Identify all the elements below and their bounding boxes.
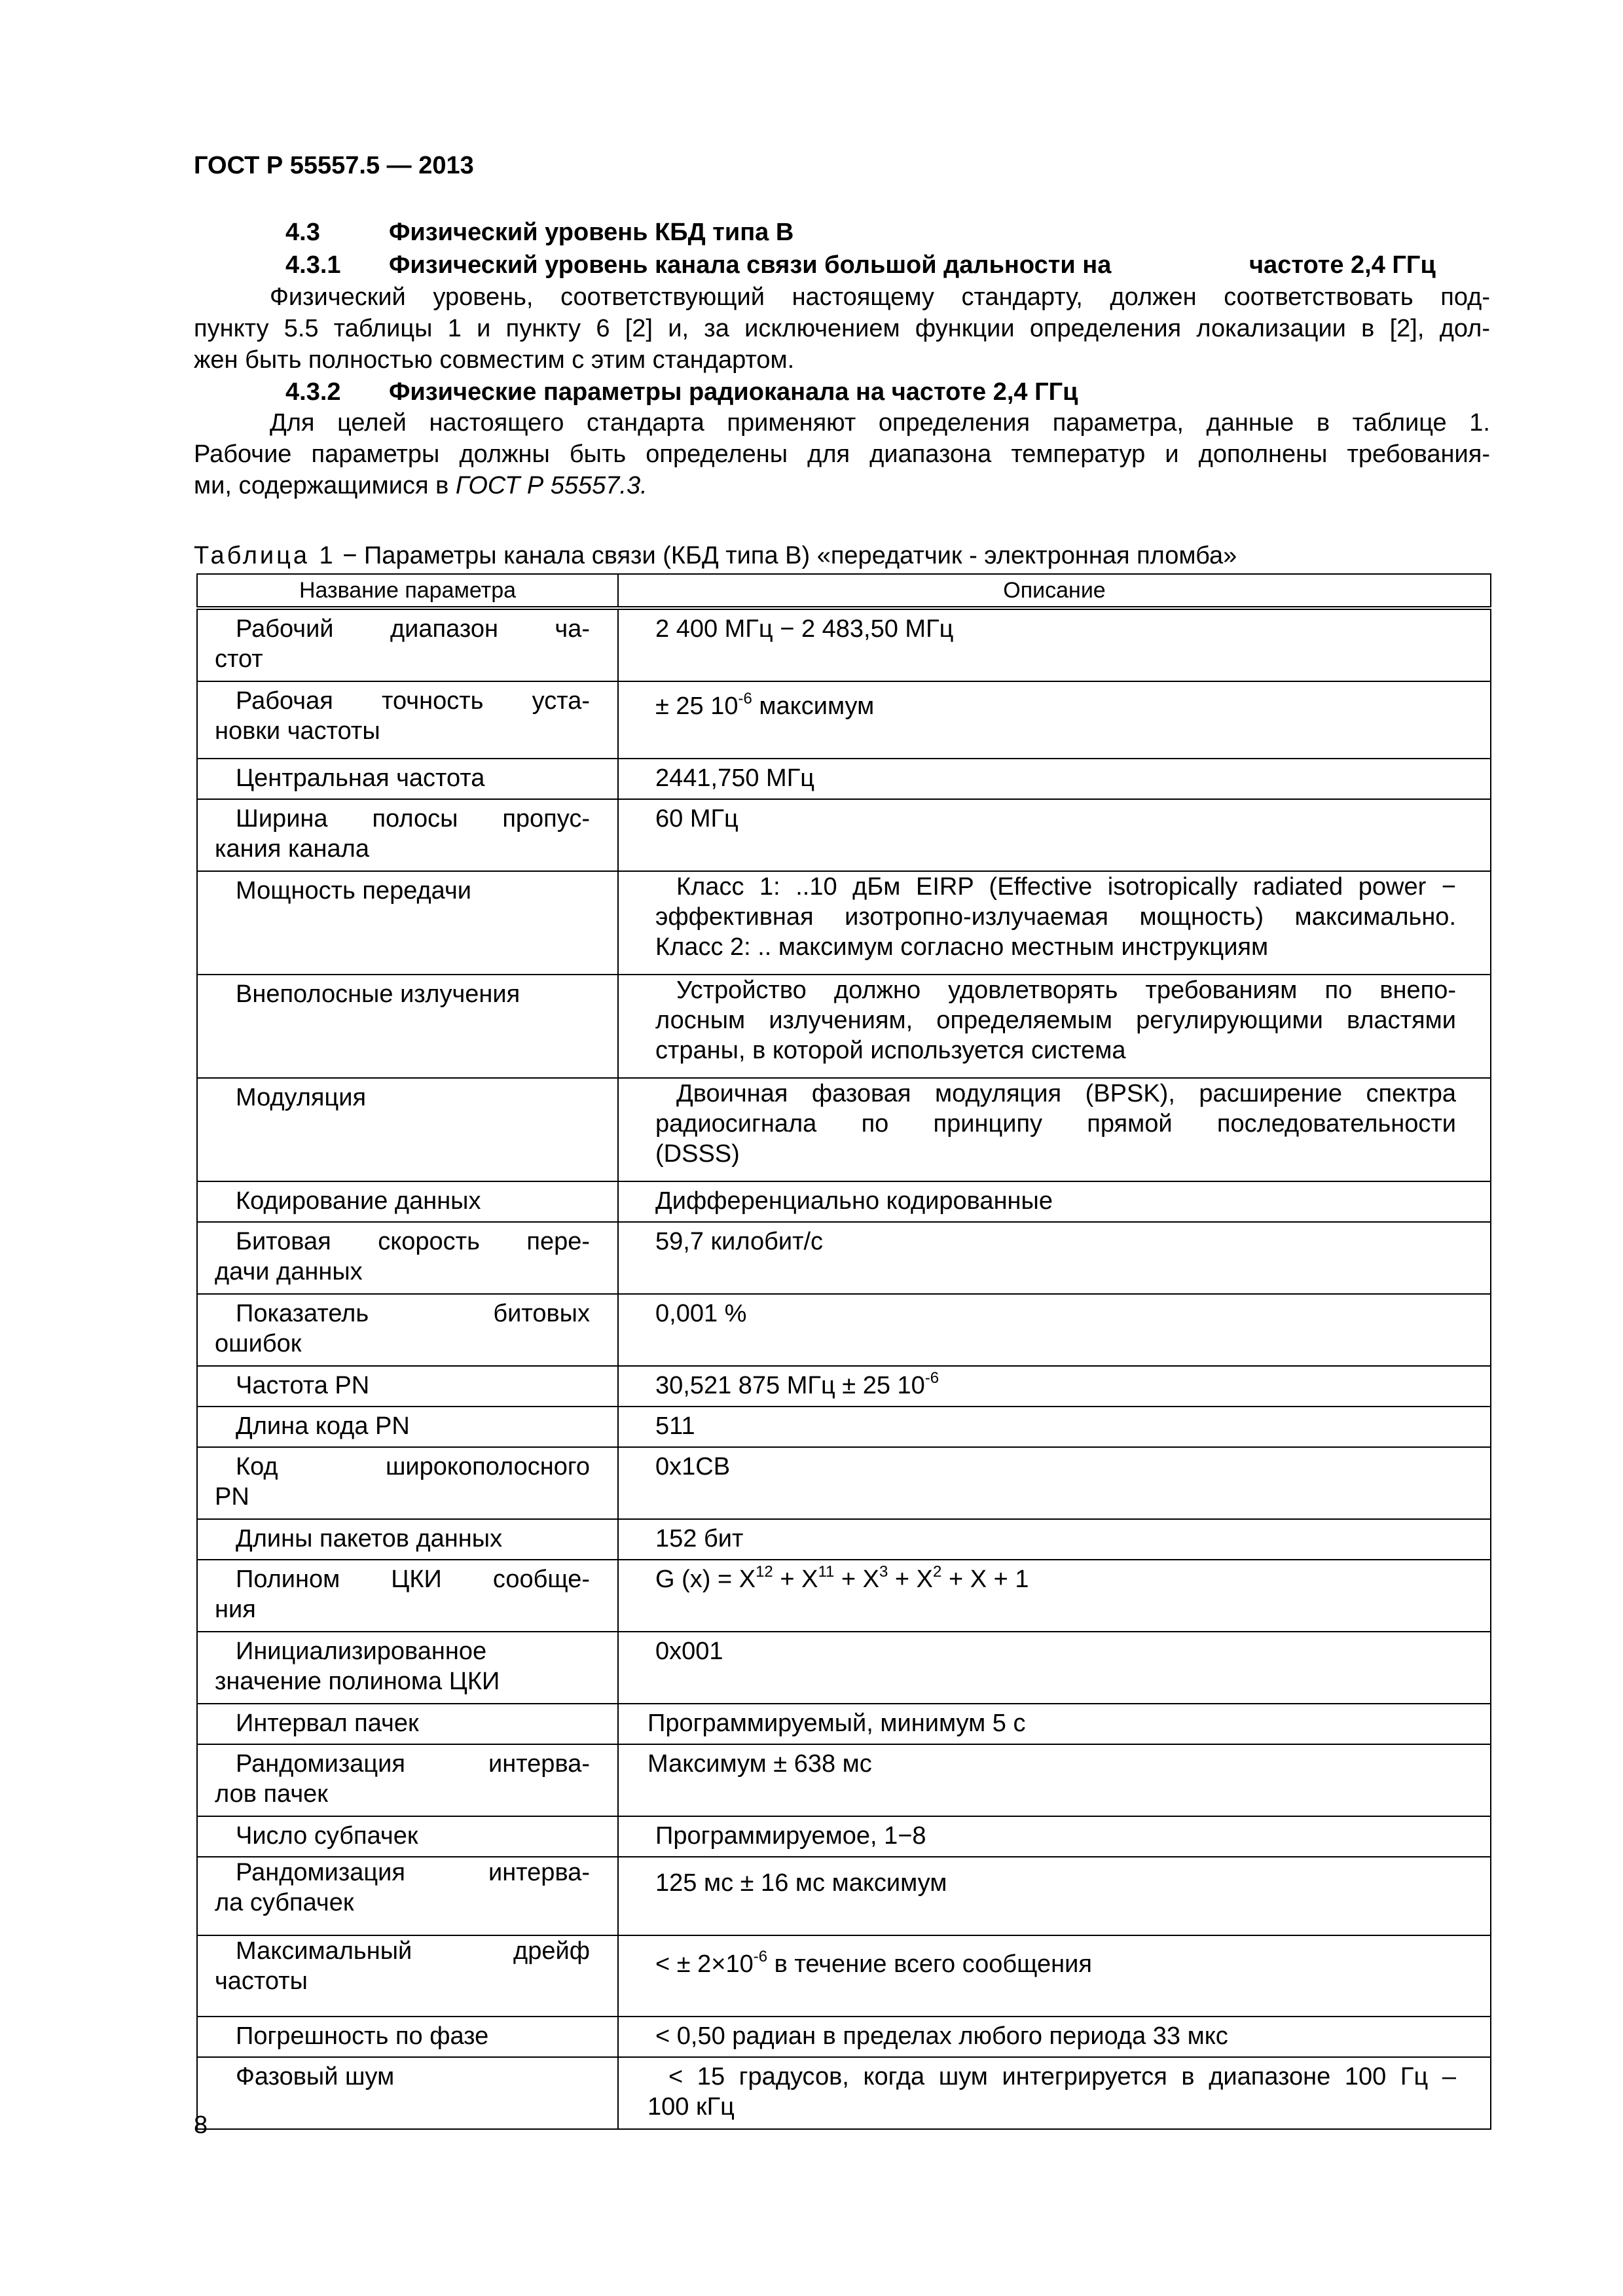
parameter-name-line: Битовая скорость пере- [236,1228,590,1255]
poly-term: + X [888,1566,934,1593]
table-row [197,1366,1491,1407]
table-row [197,1857,1491,1935]
parameter-name [197,975,618,1078]
value-text: максимум [752,692,875,720]
poly-term: G (x) = X [655,1566,756,1593]
parameter-name [197,759,618,799]
parameter-name-line: значение полинома ЦКИ [215,1668,500,1695]
value-text: ± 25 10 [655,692,739,720]
poly-exponent: 11 [818,1563,835,1581]
text-line [194,470,1490,501]
text-line: Рабочие параметры должны быть определены для диапазона температур и дополнены требования- [194,440,1490,468]
table-row [197,1407,1491,1447]
gost-reference: ГОСТ Р 55557.3. [455,472,647,499]
value-line: < 15 градусов, когда шум интегрируется в диапазоне 100 Гц – [668,2063,1456,2090]
heading-number: 4.3.2 [285,378,341,406]
poly-exponent: 2 [933,1563,942,1581]
parameter-value: Дифференциально кодированные [618,1181,1491,1222]
table-row [197,1816,1491,1857]
parameter-name-line: ла субпачек [215,1889,354,1916]
parameter-name-line: PN [215,1483,249,1511]
parameter-name-line: Число субпачек [236,1822,418,1850]
table-row [197,1935,1491,2017]
parameter-name-line: лов пачек [215,1780,328,1808]
parameter-name-line: Код широкополосного [236,1453,590,1480]
parameter-value: 0,001 % [618,1294,1491,1366]
page-number: 8 [194,2111,208,2139]
parameter-value: 511 [618,1407,1491,1447]
parameter-name-line: Модуляция [236,1084,367,1111]
parameter-name-line: дачи данных [215,1258,363,1285]
parameter-name [197,1407,618,1447]
parameter-name [197,1222,618,1294]
table-row [197,1519,1491,1560]
poly-term: + X [773,1566,818,1593]
value-text: < ± 2×10 [655,1950,754,1978]
parameter-name-line: Интервал пачек [236,1710,419,1737]
table-row [197,1181,1491,1222]
parameter-name-line: Частота PN [236,1372,370,1399]
parameter-name [197,1704,618,1744]
parameter-value [618,2057,1491,2129]
text-line: пункту 5.5 таблицы 1 и пункту 6 [2] и, за исключением функции определения локализации в [2], дол- [194,315,1490,342]
heading-title: Физический уровень канала связи большой дальности на [389,251,1112,279]
heading-title: Физический уровень КБД типа В [389,219,794,246]
parameter-value: Программируемое, 1−8 [618,1816,1491,1857]
poly-exponent: 12 [756,1563,773,1581]
parameter-name-line: Максимальный дрейф [236,1937,590,1965]
value-exponent: -6 [924,1369,939,1388]
table-row [197,799,1491,871]
parameter-name-line: Полином ЦКИ сообще- [236,1566,590,1593]
table-caption-text: − Параметры канала связи (КБД типа В) «передатчик - электронная пломба» [335,542,1237,569]
parameter-name [197,1294,618,1366]
crc-polynomial [618,1560,1491,1632]
parameters-table [196,573,1491,2130]
parameter-name [197,1519,618,1560]
text-line: жен быть полностью совместим с этим стандартом. [194,346,795,374]
table-row [197,2017,1491,2057]
parameter-name [197,2017,618,2057]
parameter-name-line: Рандомизация интерва- [236,1750,590,1778]
parameter-name-line: Рабочая точность уста- [236,687,590,715]
parameter-name [197,681,618,759]
parameter-name [197,1935,618,2017]
value-text: в течение всего сообщения [767,1950,1092,1978]
poly-exponent: 3 [879,1563,888,1581]
parameter-value: 2441,750 МГц [618,759,1491,799]
parameter-name-line: кания канала [215,835,369,863]
parameter-name [197,2057,618,2129]
parameter-name-line: Фазовый шум [236,2063,395,2090]
paragraph-4-3-1 [194,281,1490,376]
table-row [197,1294,1491,1366]
table-row [197,1078,1491,1181]
parameter-name [197,1078,618,1181]
parameter-name [197,871,618,975]
parameter-value [618,1366,1491,1407]
parameter-name-line: частоты [215,1967,308,1995]
table-row [197,1632,1491,1704]
value-exponent: -6 [738,690,752,708]
heading-number: 4.3.1 [285,251,341,279]
parameter-name [197,799,618,871]
parameter-value [618,975,1491,1078]
parameter-value [618,871,1491,975]
parameter-name [197,1181,618,1222]
parameter-value: 2 400 МГц − 2 483,50 МГц [618,608,1491,681]
heading-number: 4.3 [285,219,320,246]
value-line: Двоичная фазовая модуляция (BPSK), расширение спектра [676,1080,1456,1107]
parameter-value [618,1078,1491,1181]
value-text: 30,521 875 МГц ± 25 10 [655,1372,925,1399]
parameter-name-line: Показатель битовых [236,1300,590,1327]
table-row [197,608,1491,681]
table-caption-label: Таблица 1 [194,542,336,569]
parameter-value: < 0,50 радиан в пределах любого периода 33 мкс [618,2017,1491,2057]
value-line: (DSSS) [655,1140,740,1168]
table-row [197,1704,1491,1744]
parameter-value [618,1935,1491,2017]
parameter-name-line: Кодирование данных [236,1187,481,1215]
parameter-name-line: Инициализированное [236,1638,487,1665]
table-row [197,681,1491,759]
parameter-value: Максимум ± 638 мс [618,1744,1491,1816]
heading-title: Физические параметры радиоканала на частоте 2,4 ГГц [389,378,1078,406]
parameter-name-line: Рабочий диапазон ча- [236,615,590,643]
heading-title-tail: частоте 2,4 ГГц [1249,251,1436,279]
parameter-name-line: Длина кода PN [236,1412,410,1440]
parameter-name-line: новки частоты [215,717,380,745]
parameter-name-line: ния [215,1596,256,1623]
document-header: ГОСТ Р 55557.5 — 2013 [194,152,474,179]
table-row [197,1222,1491,1294]
value-line: страны, в которой используется система [655,1037,1126,1064]
parameter-value: 59,7 килобит/с [618,1222,1491,1294]
value-line: 100 кГц [647,2093,735,2121]
text-line: Физический уровень, соответствующий настоящему стандарту, должен соответствовать под- [270,283,1490,311]
parameter-value: 60 МГц [618,799,1491,871]
parameter-name-line: Длины пакетов данных [236,1525,503,1552]
table-row [197,1560,1491,1632]
parameter-value: 152 бит [618,1519,1491,1560]
table-row [197,1744,1491,1816]
parameter-value: 0x001 [618,1632,1491,1704]
text-line: Для целей настоящего стандарта применяют определения параметра, данные в таблице 1. [270,409,1490,437]
poly-term: + X [834,1566,880,1593]
column-header-description: Описание [618,574,1491,608]
text-line-prefix: ми, содержащимися в [194,472,456,499]
parameter-name-line: стот [215,645,263,673]
poly-term: + X + 1 [941,1566,1029,1593]
paragraph-4-3-2 [194,407,1490,501]
table-row [197,871,1491,975]
table-row [197,2057,1491,2129]
parameter-name-line: Рандомизация интерва- [236,1859,590,1886]
parameter-name [197,1366,618,1407]
table-header-row [197,574,1491,608]
parameter-value: Программируемый, минимум 5 с [618,1704,1491,1744]
value-line: лосным излучениям, определяемым регулирующими властями [655,1007,1456,1034]
table-row [197,759,1491,799]
parameter-name-line: Погрешность по фазе [236,2022,489,2050]
value-line: Устройство должно удовлетворять требованиям по внепо- [676,977,1456,1004]
parameter-name [197,608,618,681]
parameter-name-line: Ширина полосы пропус- [236,805,590,833]
value-line: Класс 2: .. максимум согласно местным инструкциям [655,933,1269,961]
parameter-name [197,1744,618,1816]
table-caption [194,542,1237,570]
parameter-name [197,1632,618,1704]
parameter-name-line: Центральная частота [236,764,485,792]
parameter-value [618,681,1491,759]
parameter-name-line: Внеполосные излучения [236,980,520,1008]
parameter-value: 0x1CB [618,1447,1491,1519]
value-exponent: -6 [753,1948,768,1966]
parameter-name [197,1447,618,1519]
parameter-name-line: ошибок [215,1330,302,1357]
parameter-name-line: Мощность передачи [236,877,471,905]
value-line: эффективная изотропно-излучаемая мощность) максимально. [655,903,1456,931]
table-row [197,975,1491,1078]
parameter-value: 125 мс ± 16 мс максимум [618,1857,1491,1935]
value-line: радиосигнала по принципу прямой последовательности [655,1110,1456,1138]
parameter-name [197,1857,618,1935]
column-header-name: Название параметра [197,574,618,608]
value-line: Класс 1: ..10 дБм EIRP (Effective isotropically radiated power − [676,873,1456,901]
parameter-name [197,1816,618,1857]
table-row [197,1447,1491,1519]
parameter-name [197,1560,618,1632]
